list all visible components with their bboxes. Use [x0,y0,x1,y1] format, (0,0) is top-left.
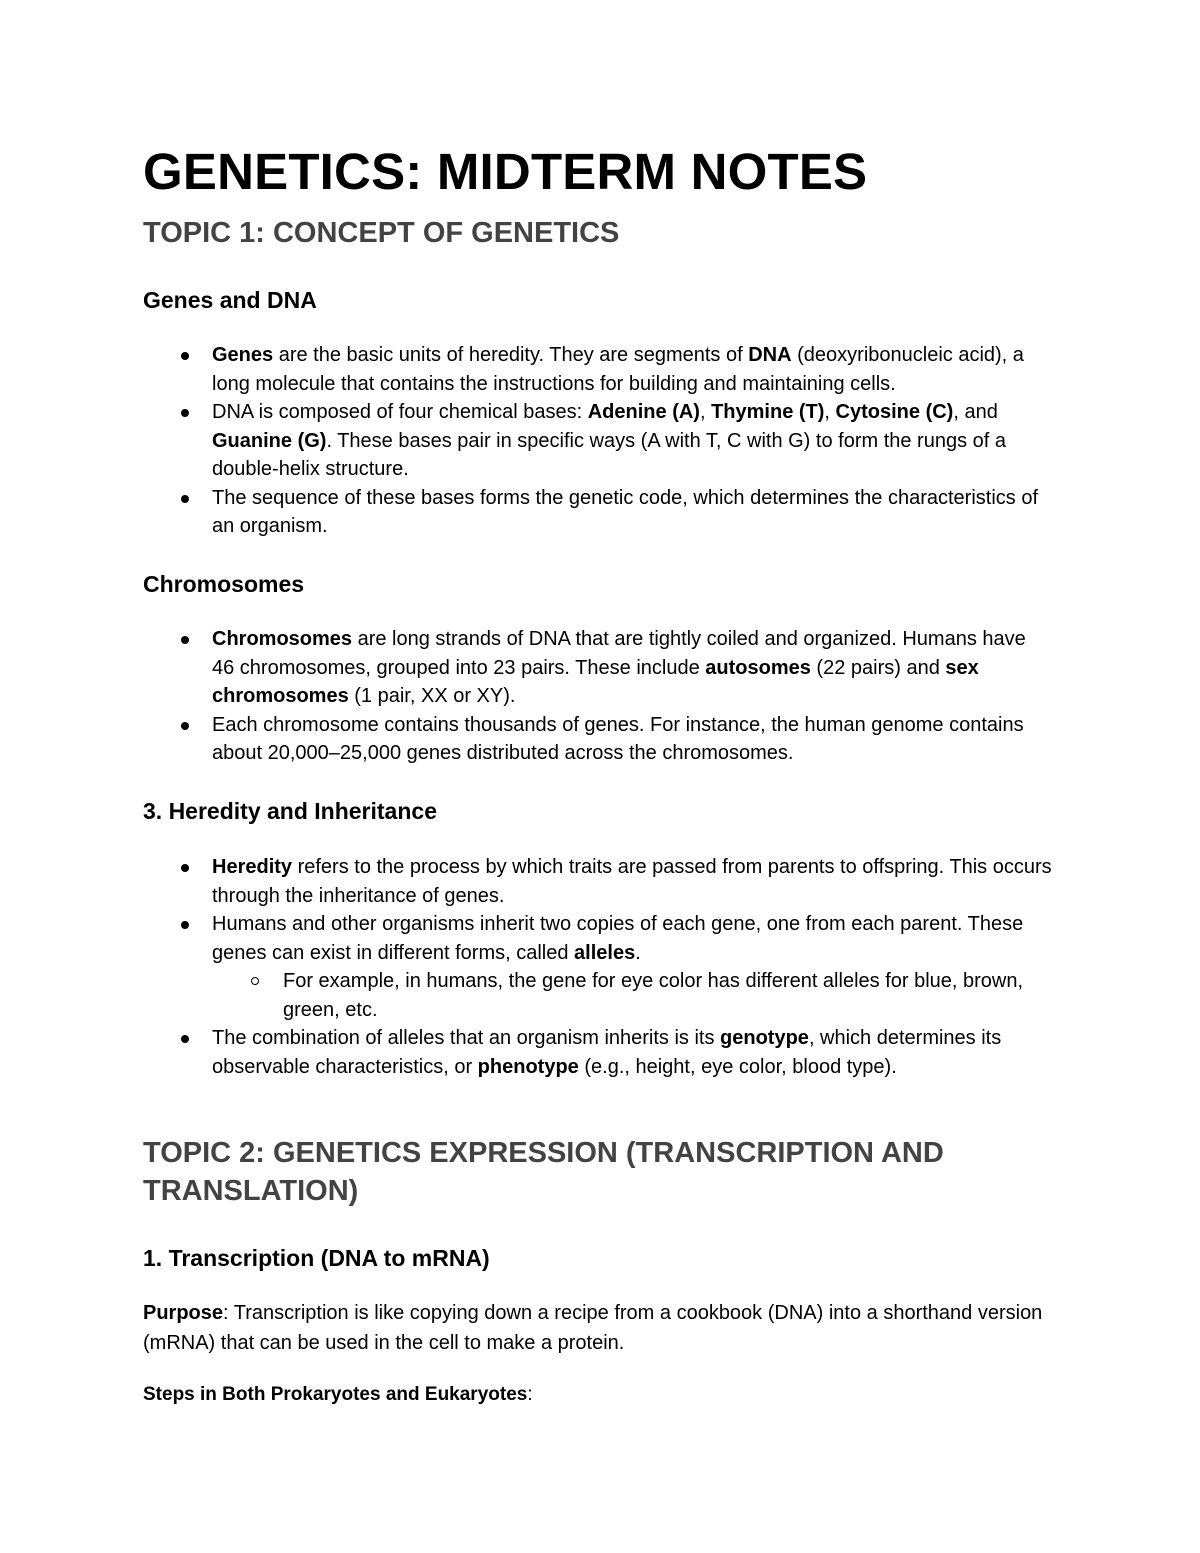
section-transcription-heading: 1. Transcription (DNA to mRNA) [143,1245,490,1271]
bullet-icon [181,722,189,730]
chromosomes-list [143,625,1053,768]
bullet-icon [181,921,189,929]
list-subitem: For example, in humans, the gene for eye color has different alleles for blue, brown, green, etc. [143,967,1053,1024]
hollow-bullet-icon [251,977,259,985]
list-item: The combination of alleles that an organism inherits is its genotype, which determines its observable characteristics, or phenotype (e.g., height, eye color, blood type). [143,1024,1053,1081]
list-item: Humans and other organisms inherit two copies of each gene, one from each parent. These genes can exist in different forms, called alleles. [143,910,1053,967]
bullet-icon [181,352,189,360]
list-item: Each chromosome contains thousands of genes. For instance, the human genome contains about 20,000–25,000 genes distributed across the chromosomes. [143,711,1053,768]
topic-1-heading: TOPIC 1: CONCEPT OF GENETICS [143,217,620,249]
genes-dna-list [143,341,1053,541]
purpose-paragraph: Purpose: Transcription is like copying down a recipe from a cookbook (DNA) into a shorthand version (mRNA) that can be used in the cell to make a protein. [143,1302,1043,1354]
section-chromosomes-heading: Chromosomes [143,571,305,597]
list-item: DNA is composed of four chemical bases: Adenine (A), Thymine (T), Cytosine (C), and Guanine (G). These bases pair in specific ways (A with T, C with G) to form the rungs of a double-helix structure. [143,398,1053,484]
document-title: GENETICS: MIDTERM NOTES [143,143,868,200]
list-item: Heredity refers to the process by which traits are passed from parents to offspring. This occurs through the inheritance of genes. [143,853,1053,910]
heredity-list [143,853,1053,1081]
bullet-icon [181,409,189,417]
list-item: The sequence of these bases forms the genetic code, which determines the characteristics of an organism. [143,484,1053,541]
section-heredity-heading: 3. Heredity and Inheritance [143,798,437,824]
steps-heading: Steps in Both Prokaryotes and Eukaryotes: [143,1384,533,1405]
bullet-icon [181,636,189,644]
purpose-label: Purpose [143,1302,224,1324]
topic-2-heading: TOPIC 2: GENETICS EXPRESSION (TRANSCRIPTION AND TRANSLATION) [143,1137,944,1207]
list-item: Chromosomes are long strands of DNA that are tightly coiled and organized. Humans have 46 chromosomes, grouped into 23 pairs. These include autosomes (22 pairs) and sex chromosomes (1 pair, XX or XY). [143,625,1053,711]
list-item: Genes are the basic units of heredity. They are segments of DNA (deoxyribonucleic acid), a long molecule that contains the instructions for building and maintaining cells. [143,341,1053,398]
bullet-icon [181,495,189,503]
bullet-icon [181,864,189,872]
section-genes-and-dna-heading: Genes and DNA [143,287,317,313]
bullet-icon [181,1035,189,1043]
